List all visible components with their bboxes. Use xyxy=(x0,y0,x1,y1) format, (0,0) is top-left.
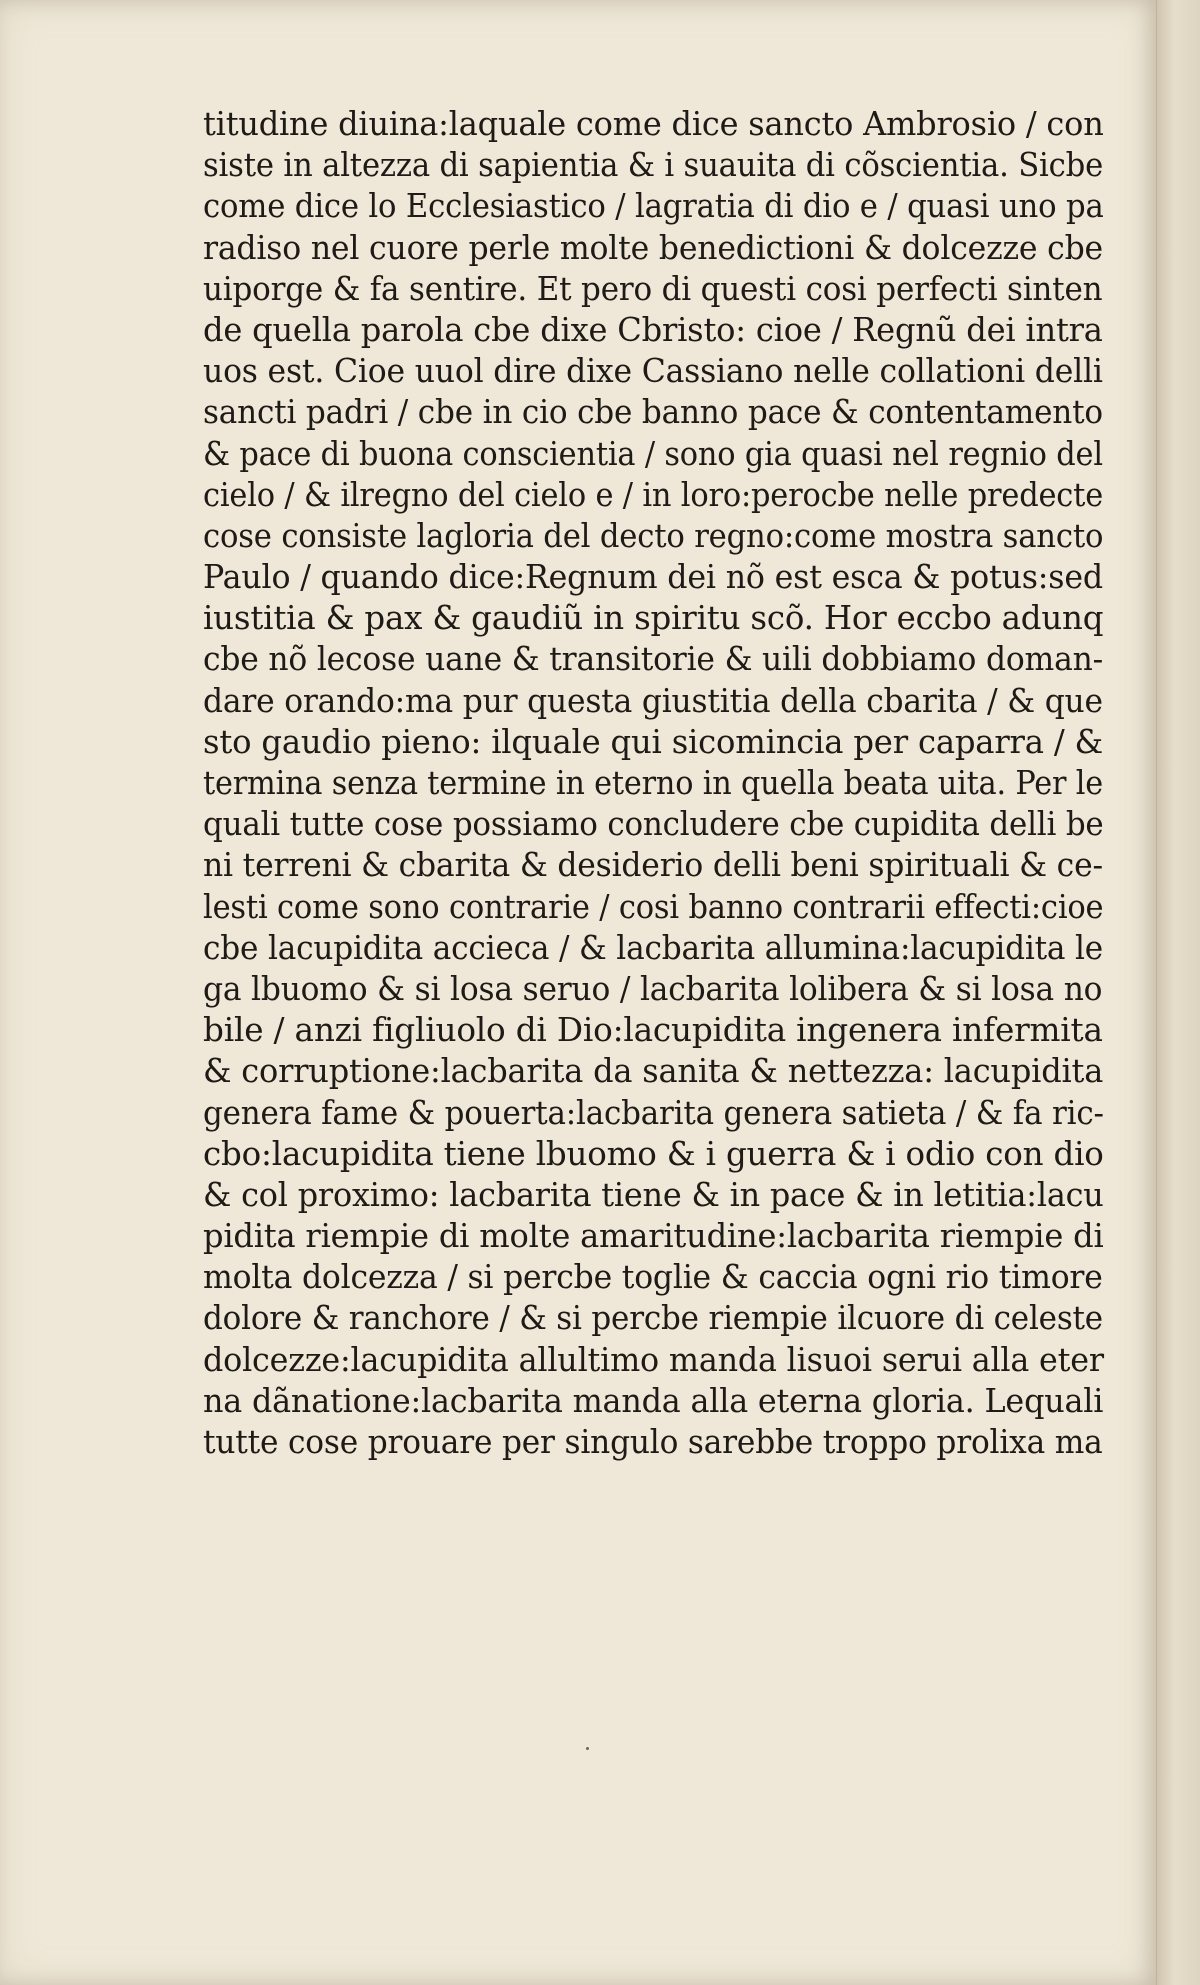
text-line: siste in altezza di sapientia & i suauita di cõscientia. Sicbe xyxy=(203,145,1104,185)
text-line: cbe nõ lecose uane & transitorie & uili dobbiamo doman- xyxy=(203,639,1104,679)
text-line: cbo:lacupidita tiene lbuomo & i guerra & i odio con dio xyxy=(203,1133,1104,1173)
text-line: & pace di buona conscientia / sono gia quasi nel regnio del xyxy=(203,433,1103,473)
text-line: sancti padri / cbe in cio cbe banno pace & contentamento xyxy=(203,392,1103,432)
text-line: tutte cose prouare per singulo sarebbe troppo prolixa ma xyxy=(203,1422,1103,1461)
text-line: na dãnatione:lacbarita manda alla eterna gloria. Lequali xyxy=(203,1380,1104,1420)
text-line: uos est. Cioe uuol dire dixe Cassiano nelle collationi delli xyxy=(203,351,1103,391)
text-line: genera fame & pouerta:lacbarita genera satieta / & fa ric- xyxy=(203,1092,1104,1132)
text-line: molta dolcezza / si percbe toglie & caccia ogni rio timore xyxy=(203,1257,1103,1297)
page-edge xyxy=(1156,0,1200,1985)
text-line: radiso nel cuore perle molte benedictioni & dolcezze cbe xyxy=(203,227,1103,267)
text-line: cbe lacupidita accieca / & lacbarita allumina:lacupidita le xyxy=(203,927,1104,967)
text-line: dolcezze:lacupidita allultimo manda lisuoi serui alla eter xyxy=(203,1339,1104,1379)
text-line: sto gaudio pieno: ilquale qui sicomincia per caparra / & xyxy=(203,721,1104,761)
ink-speck xyxy=(586,1747,589,1750)
text-line: titudine diuina:laquale come dice sancto Ambrosio / con xyxy=(203,104,1104,143)
text-line: de quella parola cbe dixe Cbristo: cioe / Regnũ dei intra xyxy=(203,309,1103,349)
text-line: dolore & ranchore / & si percbe riempie ilcuore di celeste xyxy=(203,1298,1103,1338)
text-line: Paulo / quando dice:Regnum dei nõ est esca & potus:sed xyxy=(203,557,1103,597)
text-line: & corruptione:lacbarita da sanita & nettezza: lacupidita xyxy=(203,1051,1104,1091)
text-line: cielo / & ilregno del cielo e / in loro:perocbe nelle predecte xyxy=(203,474,1104,514)
text-line: come dice lo Ecclesiastico / lagratia di dio e / quasi uno pa xyxy=(203,186,1104,226)
text-line: ni terreni & cbarita & desiderio delli beni spirituali & ce- xyxy=(203,845,1103,885)
text-line: & col proximo: lacbarita tiene & in pace & in letitia:lacu xyxy=(203,1174,1104,1214)
text-line: cose consiste lagloria del decto regno:come mostra sancto xyxy=(203,515,1104,555)
text-line: uiporge & fa sentire. Et pero di questi cosi perfecti sinten xyxy=(203,268,1103,308)
text-line: termina senza termine in eterno in quella beata uita. Per le xyxy=(203,763,1103,802)
text-line: lesti come sono contrarie / cosi banno contrarii effecti:cioe xyxy=(203,886,1104,926)
text-line: ga lbuomo & si losa seruo / lacbarita lolibera & si losa no xyxy=(203,968,1103,1008)
text-line: quali tutte cose possiamo concludere cbe cupidita delli be xyxy=(203,804,1104,844)
text-block xyxy=(203,103,1103,1462)
text-line: pidita riempie di molte amaritudine:lacbarita riempie di xyxy=(203,1216,1104,1256)
text-line: iustitia & pax & gaudiũ in spiritu scõ. Hor eccbo adunq xyxy=(203,598,1104,638)
text-line: dare orando:ma pur questa giustitia della cbarita / & que xyxy=(203,680,1103,720)
text-line: bile / anzi figliuolo di Dio:lacupidita ingenera infermita xyxy=(203,1010,1103,1050)
